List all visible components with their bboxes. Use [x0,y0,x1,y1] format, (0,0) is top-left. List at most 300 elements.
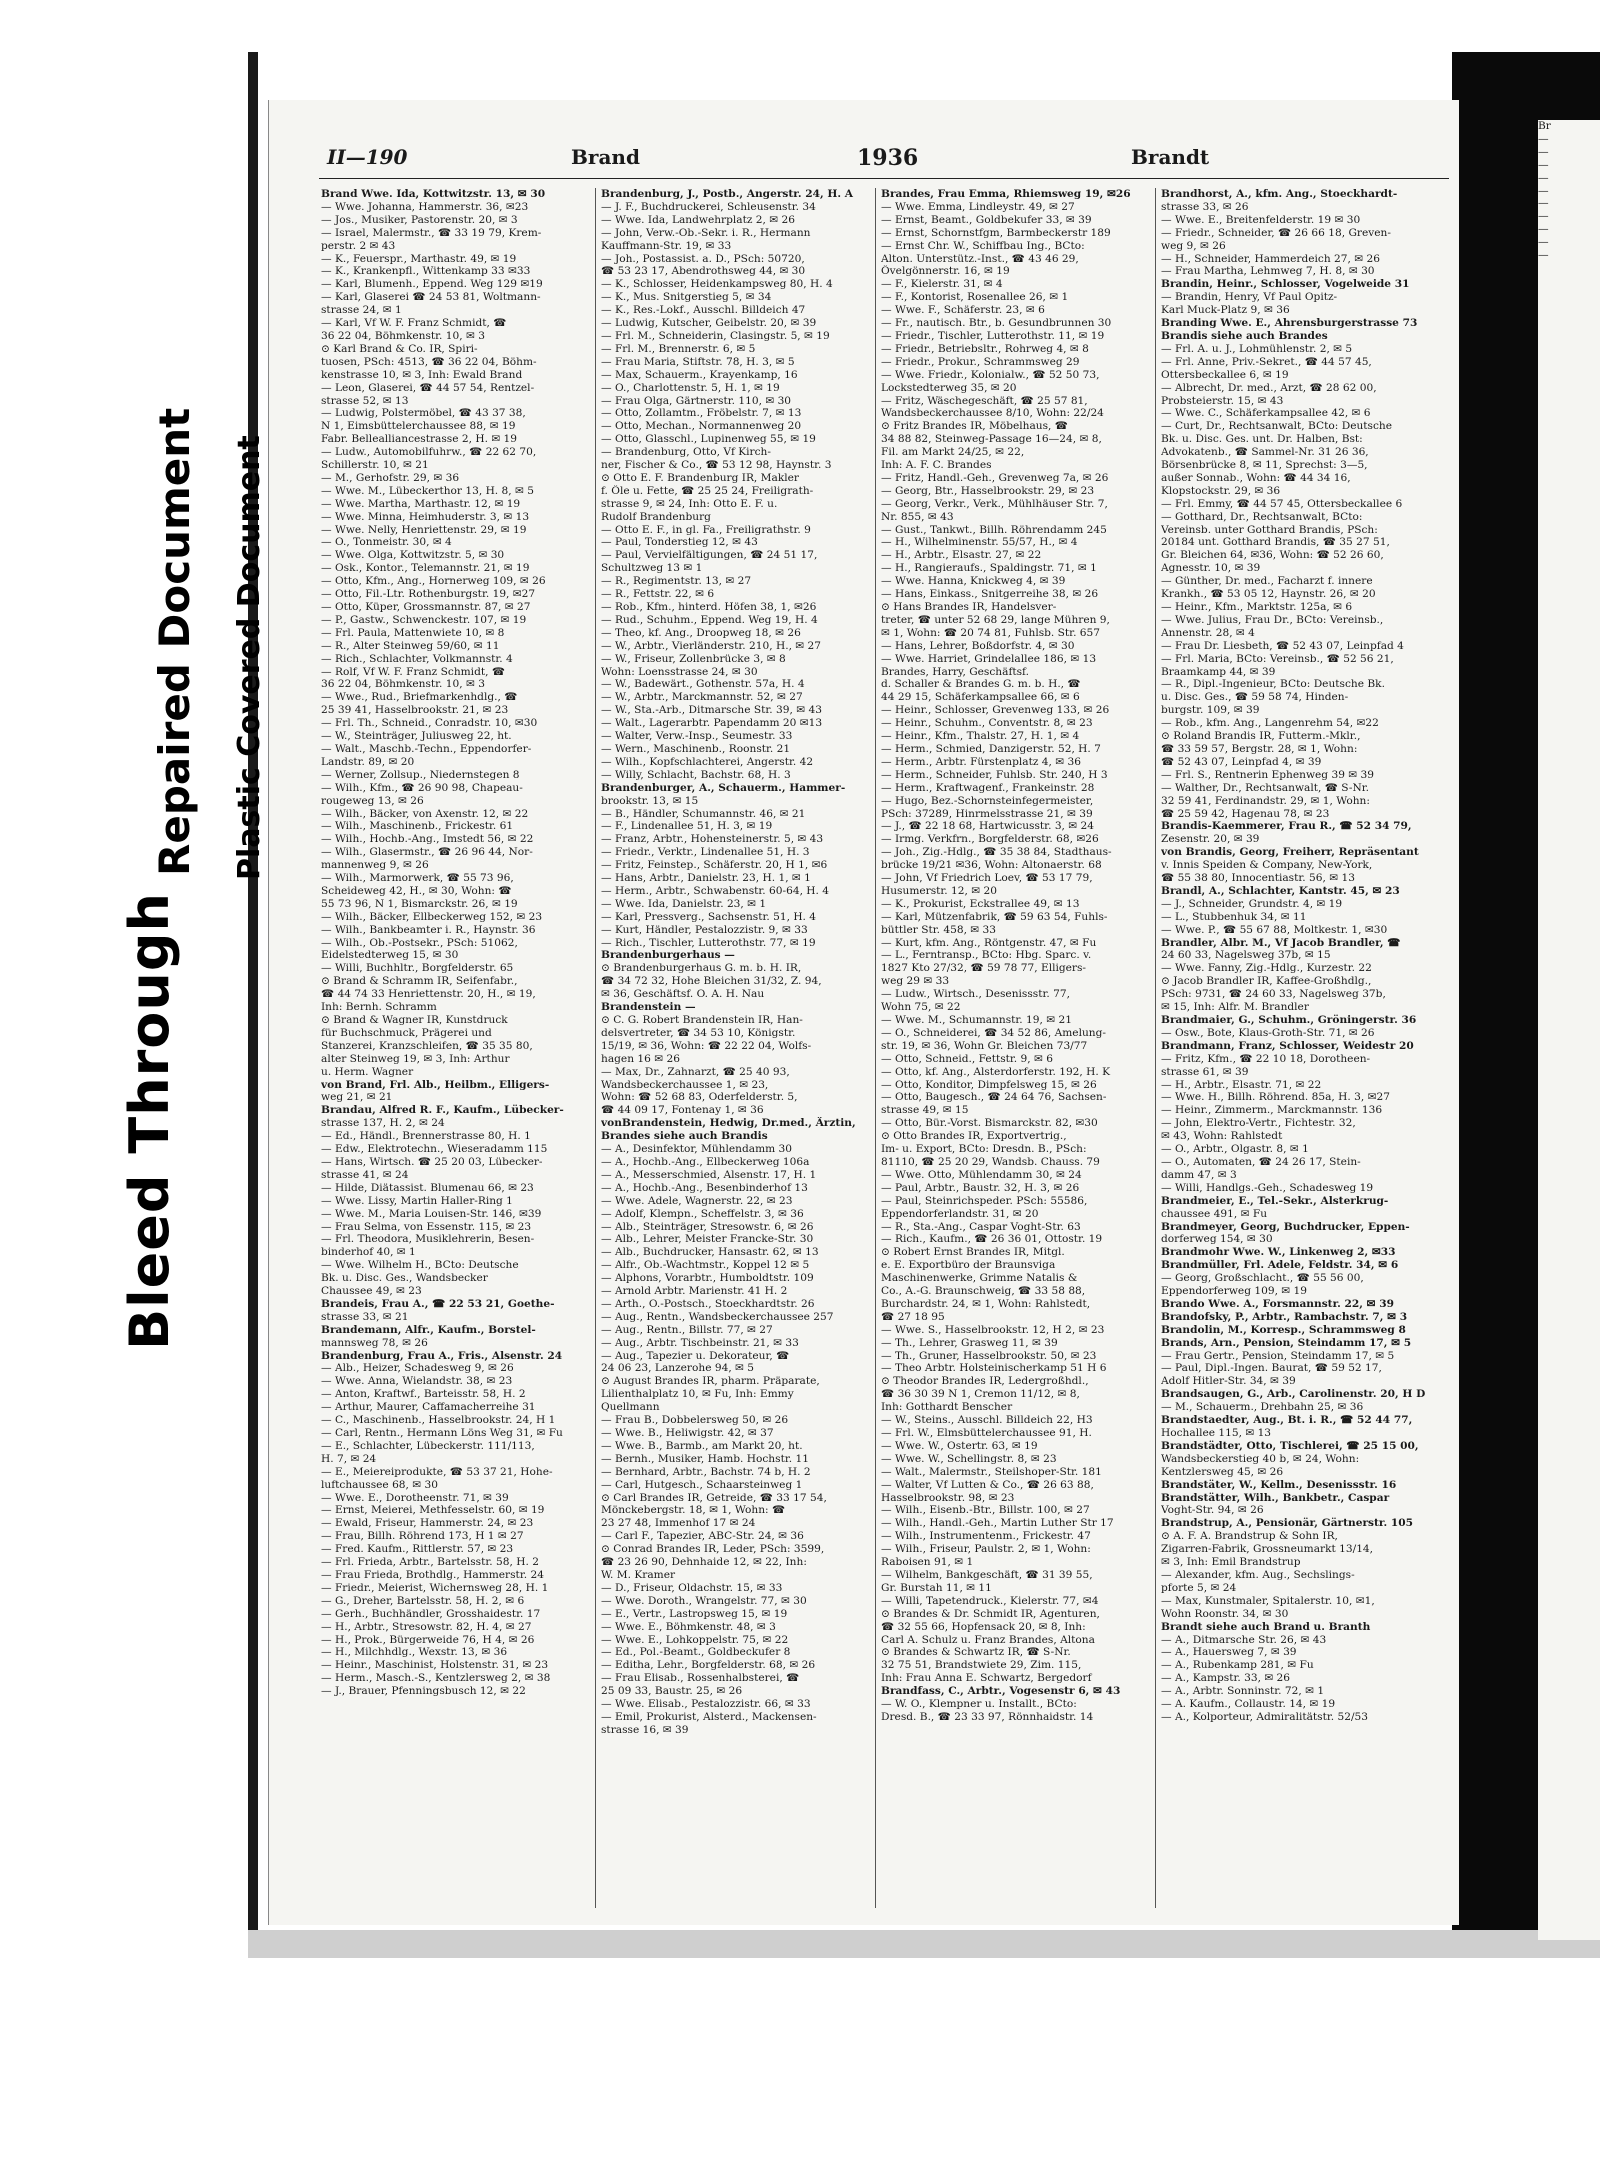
directory-entry: — E., Vertr., Lastropsweg 15, ✉ 19 [601,1607,788,1620]
directory-entry: Inh: Frau Anna E. Schwartz, Bergedorf [881,1672,1092,1685]
directory-entry: — Aug., Rentn., Billstr. 77, ✉ 27 [601,1323,773,1336]
directory-entry: — L., Stubbenhuk 34, ✉ 11 [1161,910,1307,923]
strip-line: — [1538,158,1549,171]
directory-entry: — Walter, Vf Lutten & Co., ☎ 26 63 88, [881,1478,1094,1491]
directory-entry: — Wilh., Bäcker, Ellbeckerweg 152, ✉ 23 [321,910,543,923]
directory-entry: Brandes, Harry, Geschäftsf. [881,665,1029,678]
directory-entry: — Georg, Btr., Hasselbrookstr. 29, ✉ 23 [881,484,1095,497]
directory-entry: — Otto, Bür.-Vorst. Bismarckstr. 82, ✉30 [881,1117,1098,1130]
directory-entry: — Arth., O.-Postsch., Stoeckhardtstr. 26 [601,1297,815,1310]
directory-entry: außer Sonnab., Wohn: ☎ 44 34 16, [1161,471,1351,484]
directory-entry: Brandeis, Frau A., ☎ 22 53 21, Goethe- [321,1297,555,1310]
directory-entry: — Friedr., Meierist, Wichernsweg 28, H. 1 [321,1581,549,1594]
directory-entry: ✉ 3, Inh: Emil Brandstrup [1161,1556,1301,1569]
directory-entry: — Theo, kf. Ang., Droopweg 18, ✉ 26 [601,626,801,639]
directory-entry: ⊙ August Brandes IR, pharm. Präparate, [601,1375,820,1388]
directory-entry: Rudolf Brandenburg [601,510,711,523]
directory-entry: rougeweg 13, ✉ 26 [321,794,424,807]
directory-entry: Braamkamp 44, ✉ 39 [1161,665,1276,678]
directory-entry: — H., Rangieraufs., Spaldingstr. 71, ✉ 1 [881,562,1097,575]
directory-entry: — Jos., Musiker, Pastorenstr. 20, ✉ 3 [321,213,518,226]
directory-entry: — Wwe. S., Hasselbrookstr. 12, H 2, ✉ 23 [881,1323,1105,1336]
directory-entry: — Fritz, Handl.-Geh., Grevenweg 7a, ✉ 26 [881,471,1109,484]
directory-entry: d. Schaller & Brandes G. m. b. H., ☎ [881,678,1081,691]
directory-entry: — Wwe. E., Breitenfelderstr. 19 ✉ 30 [1161,213,1361,226]
directory-entry: treter, ☎ unter 52 68 29, lange Mühren 9, [881,613,1110,626]
directory-entry: — Willi, Handlgs.-Geh., Schadesweg 19 [1161,1181,1374,1194]
directory-entry: Brandmeyer, Georg, Buchdrucker, Eppen- [1161,1220,1410,1233]
directory-entry: — Wwe. Julius, Frau Dr., BCto: Vereinsb., [1161,613,1384,626]
directory-entry: — Wwe. M., Lübeckerthor 13, H. 8, ✉ 5 [321,484,535,497]
directory-entry: Gr. Burstah 11, ✉ 11 [881,1581,992,1594]
directory-entry: — Wilh., Bankbeamter i. R., Haynstr. 36 [321,923,536,936]
directory-entry: ☎ 34 72 32, Hohe Bleichen 31/32, Z. 94, [601,975,822,988]
directory-entry: Landstr. 89, ✉ 20 [321,755,415,768]
directory-entry: von Brandis, Georg, Freiherr, Repräsentant [1161,846,1419,859]
directory-entry: — Hans, Arbtr., Danielstr. 23, H. 1, ✉ 1 [601,872,811,885]
directory-entry: ✉ 36, Geschäftsf. O. A. H. Nau [601,988,765,1001]
directory-entry: e. E. Exportbüro der Braunsviga [881,1259,1056,1272]
directory-entry: — Frl. Emmy, ☎ 44 57 45, Ottersbeckallee 6 [1161,497,1403,510]
directory-entry: — John, Vf Friedrich Loev, ☎ 53 17 79, [881,872,1093,885]
directory-entry: 1827 Kto 27/32, ☎ 59 78 77, Elligers- [881,962,1087,975]
directory-entry: — Wilh., Bäcker, von Axenstr. 12, ✉ 22 [321,807,529,820]
directory-entry: — Heinr., Schlosser, Grevenweg 133, ✉ 26 [881,704,1110,717]
directory-entry: — J., Brauer, Pfenningsbusch 12, ✉ 22 [321,1685,526,1698]
directory-page [268,100,1459,1925]
directory-entry: Brandmohr Wwe. W., Linkenweg 2, ✉33 [1161,1246,1396,1259]
directory-entry: — Wwe. M., Schumannstr. 19, ✉ 21 [881,1014,1072,1026]
directory-entry: Övelgönnerstr. 16, ✉ 19 [881,265,1010,278]
directory-entry: — Wwe. E., Lohkoppelstr. 75, ✉ 22 [601,1633,789,1646]
directory-entry: — Ludw., Automobilfuhrw., ☎ 22 62 70, [321,446,537,459]
directory-entry: ⊙ Brandes & Schwartz IR, ☎ S-Nr. [881,1646,1071,1659]
directory-entry: — Albrecht, Dr. med., Arzt, ☎ 28 62 00, [1161,381,1377,394]
directory-entry: ⊙ Fritz Brandes IR, Möbelhaus, ☎ [881,420,1068,433]
directory-entry: 81110, ☎ 25 20 29, Wandsb. Chauss. 79 [881,1155,1100,1168]
directory-entry: Advokatenb., ☎ Sammel-Nr. 31 26 36, [1161,446,1369,459]
directory-entry: — Karl, Pressverg., Sachsenstr. 51, H. 4 [601,910,817,923]
directory-entry: Brandler, Albr. M., Vf Jacob Brandler, ☎ [1161,936,1401,949]
directory-entry: 15/19, ✉ 36, Wohn: ☎ 22 22 04, Wolfs- [601,1039,812,1052]
directory-entry: Brandmüller, Frl. Adele, Feldstr. 34, ✉ 6 [1161,1259,1399,1272]
directory-entry: u. Herm. Wagner [321,1065,414,1078]
directory-entry: Brandenburg, Frau A., Fris., Alsenstr. 24 [321,1349,563,1362]
directory-entry: — R., Regimentstr. 13, ✉ 27 [601,575,752,588]
directory-entry: — Frl. Anne, Priv.-Sekret., ☎ 44 57 45, [1161,355,1372,368]
directory-entry: — Alphons, Vorarbtr., Humboldtstr. 109 [601,1272,814,1285]
directory-entry: — Otto, Küper, Grossmannstr. 87, ✉ 27 [321,601,531,613]
directory-entry: Eidelstedterweg 15, ✉ 30 [321,949,459,962]
directory-entry: — H., Arbtr., Elsastr. 27, ✉ 22 [881,549,1042,562]
directory-entry: 32 75 51, Brandstwiete 29, Zim. 115, [881,1659,1082,1672]
directory-entry: — Wwe. Emma, Lindleystr. 49, ✉ 27 [881,200,1075,213]
directory-entry: — Arthur, Maurer, Caffamacherreihe 31 [321,1401,536,1414]
directory-entry: — G., Dreher, Bartelsstr. 58, H. 2, ✉ 6 [321,1594,525,1607]
directory-entry: pforte 5, ✉ 24 [1161,1581,1237,1594]
header-left-word: Brand [571,145,640,169]
directory-entry: — Brandin, Henry, Vf Paul Opitz- [1161,291,1338,304]
directory-entry: ⊙ Brand & Wagner IR, Kunstdruck [321,1014,508,1026]
directory-entry: — Th., Lehrer, Grasweg 11, ✉ 39 [881,1336,1058,1349]
directory-entry: Eppendorferlandstr. 31, ✉ 20 [881,1207,1039,1220]
directory-entry: — R., Fettstr. 22, ✉ 6 [601,588,715,601]
directory-entry: — Hans, Wirtsch. ☎ 25 20 03, Lübecker- [321,1155,543,1168]
directory-entry: — A., Ditmarsche Str. 26, ✉ 43 [1161,1633,1327,1646]
directory-entry: ner, Fischer & Co., ☎ 53 12 98, Haynstr. 3 [601,459,832,472]
directory-entry: — Leon, Glaserei, ☎ 44 57 54, Rentzel- [321,381,535,394]
directory-entry: ✉ 15, Inh: Alfr. M. Brandler [1161,1001,1309,1014]
directory-entry: ⊙ Jacob Brandler IR, Kaffee-Großhdlg., [1161,975,1372,988]
directory-entry: — Ludwig, Polstermöbel, ☎ 43 37 38, [321,407,526,420]
directory-entry: Brandenstein — [601,1001,696,1014]
directory-entry: PSch: 37289, Hinrmelsstrasse 21, ✉ 39 [881,807,1093,820]
directory-entry: ☎ 55 38 80, Innocentiastr. 56, ✉ 13 [1161,872,1355,885]
directory-entry: ⊙ Otto E. F. Brandenburg IR, Makler [601,471,799,484]
directory-entry: ☎ 23 26 90, Dehnhaide 12, ✉ 22, Inh: [601,1556,807,1569]
strip-line: — [1538,223,1549,236]
directory-entry: — Fritz, Wäschegeschäft, ☎ 25 57 81, [881,394,1088,407]
directory-entry: Brandes siehe auch Brandis [601,1130,768,1143]
directory-entry: Brandin, Heinr., Schlosser, Vogelweide 31 [1161,278,1410,291]
directory-entry: Brandofsky, P., Arbtr., Rambachstr. 7, ✉ 3 [1161,1310,1408,1323]
directory-entry: — Rich., Tischler, Lutterothstr. 77, ✉ 19 [601,936,816,949]
directory-entry: — John, Elektro-Vertr., Fichtestr. 32, [1161,1117,1356,1130]
directory-entry: brücke 19/21 ✉36, Wohn: Altonaerstr. 68 [881,859,1102,872]
directory-entry: — Ludwig, Kutscher, Geibelstr. 20, ✉ 39 [601,317,817,330]
strip-line: — [1538,236,1549,249]
directory-entry: — Ludw., Wirtsch., Desenissstr. 77, [881,988,1070,1001]
directory-entry: Brandis-Kaemmerer, Frau R., ☎ 52 34 79, [1161,820,1412,833]
directory-entry: Brandstädter, Otto, Tischlerei, ☎ 25 15 00, [1161,1439,1419,1452]
directory-entry: ⊙ Robert Ernst Brandes IR, Mitgl. [881,1246,1065,1259]
directory-entry: ⊙ C. G. Robert Brandenstein IR, Han- [601,1014,803,1026]
directory-entry: Brandes, Frau Emma, Rhiemsweg 19, ✉26 [881,188,1131,200]
directory-entry: — Karl, Vf W. F. Franz Schmidt, ☎ [321,317,507,330]
directory-entry: — Wwe. Anna, Wielandstr. 38, ✉ 23 [321,1375,513,1388]
directory-entry: — R., Dipl.-Ingenieur, BCto: Deutsche Bk. [1161,678,1385,691]
directory-entry: — O., Automaten, ☎ 24 26 17, Stein- [1161,1155,1361,1168]
directory-entry: 20184 unt. Gotthard Brandis, ☎ 35 27 51, [1161,536,1390,549]
directory-entry: — John, Verw.-Ob.-Sekr. i. R., Hermann [601,226,811,239]
directory-entry: — Karl, Glaserei ☎ 24 53 81, Woltmann- [321,291,541,304]
directory-entry: — Franz, Arbtr., Hohensteinerstr. 5, ✉ 43 [601,833,824,846]
directory-entry: — Friedr., Betriebsltr., Rohrweg 4, ✉ 8 [881,342,1089,355]
directory-entry: — Willi, Buchhltr., Borgfelderstr. 65 [321,962,514,975]
directory-entry: strasse 33, ✉ 26 [1161,200,1249,213]
directory-entry: — K., Schlosser, Heidenkampsweg 80, H. 4 [601,278,833,291]
directory-entry: dorferweg 154, ✉ 30 [1161,1233,1273,1246]
directory-entry: 25 09 33, Baustr. 25, ✉ 26 [601,1685,743,1698]
stamp-repaired-document: Repaired Document [150,407,199,876]
directory-entry: — Wwe. B., Barmb., am Markt 20, ht. [601,1439,803,1452]
directory-entry: Wandsbeckerchaussee 1, ✉ 23, [601,1078,769,1091]
directory-entry: — Paul, Dipl.-Ingen. Baurat, ☎ 59 52 17, [1161,1362,1382,1375]
directory-entry: — A., Kolporteur, Admiralitätstr. 52/53 [1161,1710,1369,1723]
directory-entry: Eppendorferweg 109, ✉ 19 [1161,1285,1308,1298]
directory-entry: — Frau Martha, Lehmweg 7, H. 8, ✉ 30 [1161,265,1375,278]
column-1 [321,188,591,1918]
page-ref: II—190 [327,145,408,169]
directory-entry: tuosen, PSch: 4513, ☎ 36 22 04, Böhm- [321,355,537,368]
directory-entry: Brandstäter, W., Kellm., Desenissstr. 16 [1161,1478,1397,1491]
directory-entry: — K., Res.-Lokf., Ausschl. Billdeich 47 [601,304,806,317]
directory-entry: Ottersbeckallee 6, ✉ 19 [1161,368,1289,381]
directory-entry: — Wilh., Glasermstr., ☎ 26 96 44, Nor- [321,846,533,859]
strip-line: — [1538,197,1549,210]
directory-entry: Lilienthalplatz 10, ✉ Fu, Inh: Emmy [601,1388,794,1401]
directory-entry: — J., ☎ 22 18 68, Hartwicusstr. 3, ✉ 24 [881,820,1095,833]
directory-entry: 36 22 04, Böhmkenstr. 10, ✉ 3 [321,329,485,342]
directory-entry: — Frau, Billh. Röhrend 173, H 1 ✉ 27 [321,1530,524,1543]
directory-entry: Brandl, A., Schlachter, Kantstr. 45, ✉ 23 [1161,884,1400,897]
directory-entry: perstr. 2 ✉ 43 [321,239,396,252]
directory-entry: — H., Wilhelminenstr. 55/57, H., ✉ 4 [881,536,1078,549]
directory-entry: Wohn Roonstr. 34, ✉ 30 [1161,1607,1289,1620]
directory-entry: — Hans, Lehrer, Boßdorfstr. 4, ✉ 30 [881,639,1075,652]
directory-entry: — Curt, Dr., Rechtsanwalt, BCto: Deutsche [1161,420,1393,433]
directory-entry: Brando Wwe. A., Forsmannstr. 22, ✉ 39 [1161,1297,1394,1310]
header-rule [319,178,1449,179]
directory-entry: — Paul, Tonderstieg 12, ✉ 43 [601,536,758,549]
directory-entry: Brandsaugen, G., Arb., Carolinenstr. 20, H D [1161,1388,1426,1401]
directory-entry: Lockstedterweg 35, ✉ 20 [881,381,1017,394]
directory-entry: Bk. u. Disc. Ges. unt. Dr. Halben, Bst: [1161,433,1363,446]
directory-entry: Brandau, Alfred R. F., Kaufm., Lübecker- [321,1104,564,1117]
directory-entry: — Frau Frieda, Brothdlg., Hammerstr. 24 [321,1568,544,1581]
directory-entry: — O., Schneiderei, ☎ 34 52 86, Amelung- [881,1026,1106,1039]
directory-entry: — Th., Gruner, Hasselbrookstr. 50, ✉ 23 [881,1349,1097,1362]
page-edge-dark [248,52,258,1932]
directory-entry: Bk. u. Disc. Ges., Wandsbecker [321,1272,488,1285]
directory-entry: — Friedr., Prokur., Schrammsweg 29 [881,355,1080,368]
directory-entry: — Paul, Arbtr., Baustr. 32, H. 3, ✉ 26 [881,1181,1080,1194]
directory-entry: Maschinenwerke, Grimme Natalis & [881,1272,1078,1285]
directory-entry: — K., Feuerspr., Marthastr. 49, ✉ 19 [321,252,517,265]
directory-entry: — Editha, Lehr., Borgfelderstr. 68, ✉ 26 [601,1659,816,1672]
directory-entry: brookstr. 13, ✉ 15 [601,794,699,807]
directory-entry: ⊙ A. F. A. Brandstrup & Sohn IR, [1161,1530,1338,1543]
directory-entry: — E., Meiereiprodukte, ☎ 53 37 21, Hohe- [321,1465,553,1478]
directory-entry: — Wilhelm, Bankgeschäft, ☎ 31 39 55, [881,1568,1093,1581]
directory-entry: — Hilde, Diätassist. Blumenau 66, ✉ 23 [321,1181,534,1194]
directory-entry: — H., Schneider, Hammerdeich 27, ✉ 26 [1161,252,1380,265]
directory-entry: ☎ 36 30 39 N 1, Cremon 11/12, ✉ 8, [881,1388,1080,1401]
directory-entry: ⊙ Carl Brandes IR, Getreide, ☎ 33 17 54, [601,1491,827,1504]
directory-entry: chaussee 491, ✉ Fu [1161,1207,1268,1220]
directory-entry: Brandt siehe auch Brand u. Branth [1161,1620,1371,1633]
directory-entry: — W., Badewärt., Gothenstr. 57a, H. 4 [601,678,805,691]
directory-entry: — Aug., Rentn., Wandsbeckerchaussee 257 [601,1310,834,1323]
directory-entry: — Frau Maria, Stiftstr. 78, H. 3, ✉ 5 [601,355,795,368]
directory-entry: Probsteierstr. 15, ✉ 43 [1161,394,1284,407]
directory-entry: Brandmeier, E., Tel.-Sekr., Alsterkrug- [1161,1194,1389,1207]
directory-entry: — Rob., Kfm., hinterd. Höfen 38, 1, ✉26 [601,601,817,613]
directory-entry: kenstrasse 10, ✉ 3, Inh: Ewald Brand [321,368,523,381]
directory-entry: — Max, Dr., Zahnarzt, ☎ 25 40 93, [601,1065,790,1078]
directory-entry: — Wwe. Otto, Mühlendamm 30, ✉ 24 [881,1168,1082,1181]
directory-entry: — Edw., Elektrotechn., Wieseradamm 115 [321,1143,548,1156]
strip-line: — [1538,249,1549,262]
directory-entry: strasse 24, ✉ 1 [321,304,402,317]
directory-entry: — Wwe. M., Maria Louisen-Str. 146, ✉39 [321,1207,542,1220]
directory-entry: — Carl F., Tapezier, ABC-Str. 24, ✉ 36 [601,1530,804,1543]
directory-entry: — Georg, Großschlacht., ☎ 55 56 00, [1161,1272,1364,1285]
directory-entry: — Wwe., Rud., Briefmarkenhdlg., ☎ [321,691,518,704]
directory-entry: — Wwe. Doroth., Wrangelstr. 77, ✉ 30 [601,1594,807,1607]
directory-entry: — Fr., nautisch. Btr., b. Gesundbrunnen 30 [881,317,1112,330]
directory-entry: — Arnold Arbtr. Marienstr. 41 H. 2 [601,1285,788,1298]
directory-entry: — Wilh., Instrumentenm., Frickestr. 47 [881,1530,1091,1543]
stamp-bleed-through: Bleed Through [118,892,181,1350]
directory-entry: Agnesstr. 10, ✉ 39 [1161,562,1261,575]
directory-entry: 24 06 23, Lanzerohe 94, ✉ 5 [601,1362,755,1375]
directory-entry: Fil. am Markt 24/25, ✉ 22, [881,446,1025,459]
directory-entry: — Gust., Tankwt., Billh. Röhrendamm 245 [881,523,1107,536]
directory-entry: ⊙ Roland Brandis IR, Futterm.-Mklr., [1161,730,1361,743]
directory-entry: — Wwe. P., ☎ 55 67 88, Moltkestr. 1, ✉30 [1161,923,1388,936]
directory-entry: — Walt., Lagerarbtr. Papendamm 20 ✉13 [601,717,823,730]
directory-entry: PSch: 9731, ☎ 24 60 33, Nagelsweg 37b, [1161,988,1386,1001]
scan-bottom-band [248,1930,1600,1958]
directory-entry: — Joh., Postassist. a. D., PSch: 50720, [601,252,805,265]
directory-entry: — Frau Gertr., Pension, Steindamm 17, ✉ 5 [1161,1349,1395,1362]
directory-entry: — Otto, Mechan., Normannenweg 20 [601,420,802,433]
directory-entry: Karl Muck-Platz 9, ✉ 36 [1161,304,1290,317]
directory-entry: Hasselbrookstr. 98, ✉ 23 [881,1491,1015,1504]
directory-entry: Wandsbeckerstieg 40 b, ✉ 24, Wohn: [1161,1452,1360,1465]
directory-entry: Kentzlersweg 45, ✉ 26 [1161,1465,1284,1478]
directory-entry: — Wwe. Lissy, Martin Haller-Ring 1 [321,1194,513,1207]
directory-entry: — Aug., Tapezier u. Dekorateur, ☎ [601,1349,790,1362]
directory-entry: Zesenstr. 20, ✉ 39 [1161,833,1260,846]
strip-line: Br [1538,120,1551,132]
directory-entry: — Alfr., Ob.-Wachtmstr., Koppel 12 ✉ 5 [601,1259,810,1272]
directory-entry: — W., Sta.-Arb., Ditmarsche Str. 39, ✉ 43 [601,704,822,717]
directory-entry: — W. O., Klempner u. Installt., BCto: [881,1698,1077,1711]
directory-entry: Im- u. Export, BCto: Dresdn. B., PSch: [881,1143,1087,1156]
directory-entry: Hochallee 115, ✉ 13 [1161,1427,1272,1439]
directory-entry: — W., Friseur, Zollenbrücke 3, ✉ 8 [601,652,786,665]
directory-entry: 32 59 41, Ferdinandstr. 29, ✉ 1, Wohn: [1161,794,1370,807]
directory-entry: mannsweg 78, ✉ 26 [321,1336,428,1349]
directory-entry: — Paul, Steinrichspeder. PSch: 55586, [881,1194,1088,1207]
directory-entry: Gr. Bleichen 64, ✉36, Wohn: ☎ 52 26 60, [1161,549,1384,562]
column-2 [601,188,871,1918]
directory-entry: hagen 16 ✉ 26 [601,1052,680,1065]
directory-entry: — K., Krankenpfl., Wittenkamp 33 ✉33 [321,265,531,278]
directory-entry: Vereinsb. unter Gotthard Brandis, PSch: [1161,523,1378,536]
directory-entry: — Wwe. Martha, Marthastr. 12, ✉ 19 [321,497,521,510]
directory-entry: 25 39 41, Hasselbrookstr. 21, ✉ 23 [321,704,509,717]
directory-entry: — Herm., Kraftwagenf., Frankeinstr. 28 [881,781,1095,794]
directory-entry: strasse 49, ✉ 15 [881,1104,969,1117]
directory-entry: — Max, Schauerm., Krayenkamp, 16 [601,368,798,381]
directory-entry: — K., Prokurist, Eckstrallee 49, ✉ 13 [881,897,1080,910]
column-3 [881,188,1151,1918]
directory-entry: — Herm., Schneider, Fuhlsb. Str. 240, H 3 [881,768,1108,781]
directory-entry: ☎ 25 59 42, Hagenau 78, ✉ 23 [1161,807,1330,820]
directory-entry: Fabr. Bellealliancestrasse 2, H. ✉ 19 [321,433,518,446]
directory-entry: — K., Mus. Snitgerstieg 5, ✉ 34 [601,291,772,304]
directory-entry: — Carl, Rentn., Hermann Löns Weg 31, ✉ Fu [321,1427,563,1439]
directory-entry: — Wwe. Ida, Danielstr. 23, ✉ 1 [601,897,767,910]
directory-entry: — Adolf, Klempn., Scheffelstr. 3, ✉ 36 [601,1207,804,1220]
directory-entry: — Otto, Schneid., Fettstr. 9, ✉ 6 [881,1052,1053,1065]
directory-entry: — Frau Selma, von Essenstr. 115, ✉ 23 [321,1220,532,1233]
directory-entry: Brandmann, Franz, Schlosser, Weidestr 20 [1161,1039,1414,1052]
directory-entry: Brands, Arn., Pension, Steindamm 17, ✉ 5 [1161,1336,1412,1349]
directory-entry: — A., Hochb.-Ang., Ellbeckerweg 106a [601,1155,810,1168]
directory-entry: ☎ 44 09 17, Fontenay 1, ✉ 36 [601,1104,764,1117]
directory-entry: — Wwe. Elisab., Pestalozzistr. 66, ✉ 33 [601,1698,811,1711]
directory-entry: — Wilh., Friseur, Paulstr. 2, ✉ 1, Wohn: [881,1543,1091,1556]
directory-entry: N 1, Eimsbüttelerchaussee 88, ✉ 19 [321,420,516,433]
directory-entry: für Buchschmuck, Prägerei und [321,1026,492,1039]
directory-entry: — Wwe. B., Heliwigstr. 42, ✉ 37 [601,1427,774,1439]
directory-entry: — Herm., Masch.-S., Kentzlersweg 2, ✉ 38 [321,1672,551,1685]
directory-entry: Brandhorst, A., kfm. Ang., Stoeckhardt- [1161,188,1398,200]
directory-entry: — J., Schneider, Grundstr. 4, ✉ 19 [1161,897,1343,910]
directory-entry: binderhof 40, ✉ 1 [321,1246,416,1259]
directory-entry: — W., Arbtr., Marckmannstr. 52, ✉ 27 [601,691,803,704]
directory-entry: — Aug., Arbtr. Tischbeinstr. 21, ✉ 33 [601,1336,799,1349]
directory-entry: Schillerstr. 10, ✉ 21 [321,459,429,472]
directory-entry: — A., Rubenkamp 281, ✉ Fu [1161,1659,1314,1672]
directory-entry: ⊙ Hans Brandes IR, Handelsver- [881,601,1057,613]
directory-entry: Carl A. Schulz u. Franz Brandes, Altona [881,1633,1095,1646]
directory-entry: 44 29 15, Schäferkampsallee 66, ✉ 6 [881,691,1080,704]
directory-entry: — Joh., Zig.-Hdlg., ☎ 35 38 84, Stadthaus- [881,846,1112,859]
directory-entry: Brandstrup, A., Pensionär, Gärtnerstr. 105 [1161,1517,1414,1530]
directory-entry: — O., Tonmeistr. 30, ✉ 4 [321,536,452,549]
directory-entry: — Alexander, kfm. Aug., Sechslings- [1161,1568,1355,1581]
directory-entry: — Osw., Bote, Klaus-Groth-Str. 71, ✉ 26 [1161,1026,1375,1039]
directory-entry: — W., Steins., Ausschl. Billdeich 22, H3 [881,1414,1093,1427]
directory-entry: — Paul, Vervielfältigungen, ☎ 24 51 17, [601,549,818,562]
directory-entry: Inh: A. F. C. Brandes [881,459,992,472]
directory-entry: — Alb., Lehrer, Meister Francke-Str. 30 [601,1233,814,1246]
directory-entry: weg 21, ✉ 21 [321,1091,393,1104]
directory-entry: — Frl. M., Schneiderin, Clasingstr. 5, ✉ 19 [601,329,830,342]
directory-entry: — O., Arbtr., Olgastr. 8, ✉ 1 [1161,1143,1309,1156]
directory-entry: — Max, Kunstmaler, Spitalerstr. 10, ✉1, [1161,1594,1375,1607]
directory-entry: — Frl. Frieda, Arbtr., Bartelsstr. 58, H. 2 [321,1556,539,1569]
directory-entry: — Irmg. Verkfrn., Borgfelderstr. 68, ✉26 [881,833,1099,846]
directory-entry: — Frau Dr. Liesbeth, ☎ 52 43 07, Leinpfad 4 [1161,639,1404,652]
directory-entry: — Wwe. F., Schäferstr. 23, ✉ 6 [881,304,1045,317]
directory-entry: — Friedr., Verktr., Lindenallee 51, H. 3 [601,846,810,859]
directory-entry: — Heinr., Zimmerm., Marckmannstr. 136 [1161,1104,1383,1117]
directory-entry: — Wwe. Harriet, Grindelallee 186, ✉ 13 [881,652,1097,665]
directory-entry: 23 27 48, Immenhof 17 ✉ 24 [601,1517,756,1530]
directory-entry: — Walt., Malermstr., Steilshoper-Str. 181 [881,1465,1102,1478]
directory-entry: — Bernhard, Arbtr., Bachstr. 74 b, H. 2 [601,1465,811,1478]
directory-entry: — Kurt, Händler, Pestalozzistr. 9, ✉ 33 [601,923,808,936]
directory-entry: — Rob., kfm. Ang., Langenrehm 54, ✉22 [1161,717,1379,730]
directory-entry: 55 73 96, N 1, Bismarckstr. 26, ✉ 19 [321,897,518,910]
directory-entry: — C., Maschinenb., Hasselbrookstr. 24, H 1 [321,1414,556,1427]
directory-entry: — Wilh., Ob.-Postsekr., PSch: 51062, [321,936,518,949]
directory-entry: — Wilh., Kfm., ☎ 26 90 98, Chapeau- [321,781,523,794]
directory-entry: Brandenburg, J., Postb., Angerstr. 24, H. A [601,188,853,200]
directory-entry: Brand Wwe. Ida, Kottwitzstr. 13, ✉ 30 [321,188,546,200]
directory-entry: — E., Schlachter, Lübeckerstr. 111/113, [321,1439,535,1452]
directory-entry: Raboisen 91, ✉ 1 [881,1556,974,1569]
directory-entry: ⊙ Brandes & Dr. Schmidt IR, Agenturen, [881,1607,1100,1620]
directory-entry: von Brand, Frl. Alb., Heilbm., Elligers- [321,1078,550,1091]
directory-entry: — Rich., Schlachter, Volkmannstr. 4 [321,652,513,665]
